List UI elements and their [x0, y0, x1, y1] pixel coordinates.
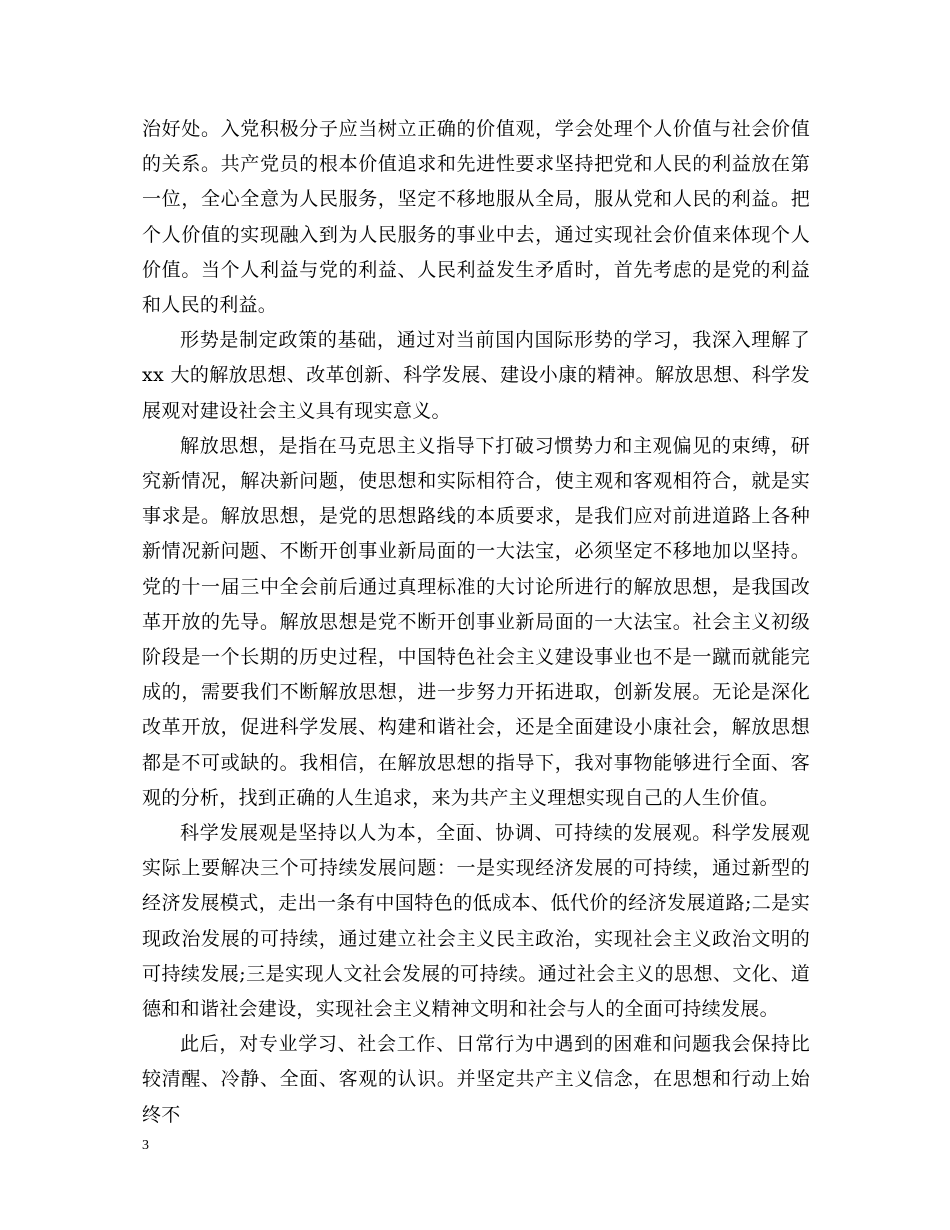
paragraph-1: 治好处。入党积极分子应当树立正确的价值观，学会处理个人价值与社会价值的关系。共产党员的根本价值追求和先进性要求坚持把党和人民的利益放在第一位，全心全意为人民服务，坚定不移地服从全局，服从党和人民的利益。把个人价值的实现融入到为人民服务的事业中去，通过实现社会价值来体现个人价值。当个人利益与党的利益、人民利益发生矛盾时，首先考虑的是党的利益和人民的利益。: [142, 118, 810, 317]
paragraph-3: 解放思想，是指在马克思主义指导下打破习惯势力和主观偏见的束缚，研究新情况，解决新问题，使思想和实际相符合，使主观和客观相符合，就是实事求是。解放思想，是党的思想路线的本质要求，是我们应对前进道路上各种新情况新问题、不断开创事业新局面的一大法宝，必须坚定不移地加以坚持。党的十一届三中全会前后通过真理标准的大讨论所进行的解放思想，是我国改革开放的先导。解放思想是党不断开创事业新局面的一大法宝。社会主义初级阶段是一个长期的历史过程，中国特色社会主义建设事业也不是一蹴而就能完成的，需要我们不断解放思想，进一步努力开拓进取，创新发展。无论是深化改革开放，促进科学发展、构建和谐社会，还是全面建设小康社会，解放思想都是不可或缺的。我相信，在解放思想的指导下，我对事物能够进行全面、客观的分析，找到正确的人生追求，来为共产主义理想实现自己的人生价值。: [142, 434, 810, 809]
paragraph-5: 此后，对专业学习、社会工作、日常行为中遇到的困难和问题我会保持比较清醒、冷静、全面、客观的认识。并坚定共产主义信念，在思想和行动上始终不: [142, 1033, 810, 1126]
page-number: 3: [142, 1138, 149, 1153]
body-text: [142, 112, 810, 1133]
paragraph-2: 形势是制定政策的基础，通过对当前国内国际形势的学习，我深入理解了 xx 大的解放思想、改革创新、科学发展、建设小康的精神。解放思想、科学发展观对建设社会主义具有现实意义。: [142, 329, 810, 422]
paragraph-4: 科学发展观是坚持以人为本，全面、协调、可持续的发展观。科学发展观实际上要解决三个可持续发展问题：一是实现经济发展的可持续，通过新型的经济发展模式，走出一条有中国特色的低成本、低代价的经济发展道路;二是实现政治发展的可持续，通过建立社会主义民主政治，实现社会主义政治文明的可持续发展;三是实现人文社会发展的可持续。通过社会主义的思想、文化、道德和和谐社会建设，实现社会主义精神文明和社会与人的全面可持续发展。: [142, 822, 810, 1021]
